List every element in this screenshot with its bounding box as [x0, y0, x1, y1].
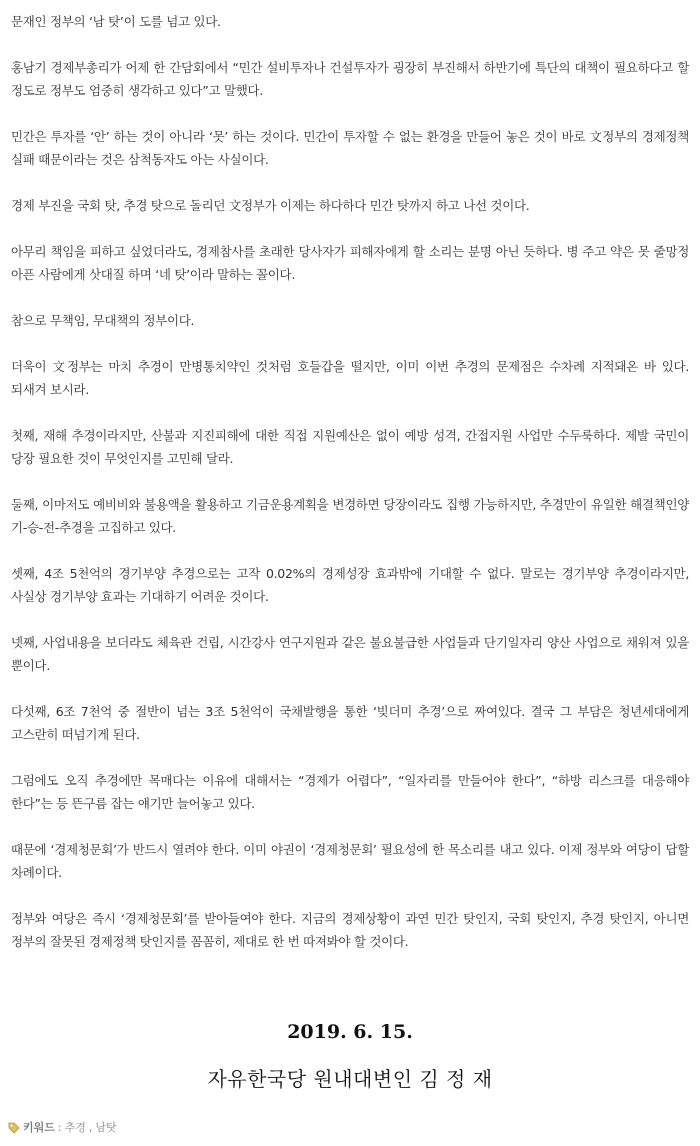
paragraph: 다섯째, 6조 7천억 중 절반이 넘는 3조 5천억이 국채발행을 통한 ‘빚더미 추경’으로 짜여있다. 결국 그 부담은 청년세대에게 고스란히 떠넘기게 된다. — [11, 704, 689, 742]
paragraph: 홍남기 경제부총리가 어제 한 간담회에서 “민간 설비투자나 건설투자가 굉장히 부진해서 하반기에 특단의 대책이 필요하다고 할 정도로 정부도 엄중히 생각하고 있다”고 말했다. — [11, 60, 689, 98]
briefing-date: 2019. 6. 15. — [287, 1021, 413, 1043]
paragraph: 둘째, 이마저도 예비비와 불용액을 활용하고 기금운용계획을 변경하면 당장이라도 집행 가능하지만, 추경만이 유일한 해결책인양 기-승-전-추경을 고집하고 있다. — [11, 497, 689, 535]
keyword-separator: , — [88, 1121, 93, 1134]
paragraph: 민간은 투자를 ‘안’ 하는 것이 아니라 ‘못’ 하는 것이다. 민간이 투자할 수 없는 환경을 만들어 놓은 것이 바로 文정부의 경제정책 실패 때문이라는 것은 삼척동자도 아는 사실이다. — [11, 129, 689, 167]
paragraph: 정부와 여당은 즉시 ‘경제청문회’를 받아들여야 한다. 지금의 경제상황이 과연 민간 탓인지, 국회 탓인지, 추경 탓인지, 아니면 정부의 잘못된 경제정책 탓인지를 꼼꼼히, 제대로 한 번 따져봐야 할 것이다. — [11, 911, 689, 949]
paragraph: 넷째, 사업내용을 보더라도 체육관 건립, 시간강사 연구지원과 같은 불요불급한 사업들과 단기일자리 양산 사업으로 채워져 있을 뿐이다. — [11, 635, 689, 673]
paragraph: 더욱이 文정부는 마치 추경이 만병통치약인 것처럼 호들갑을 떨지만, 이미 이번 추경의 문제점은 수차례 지적돼온 바 있다. 되새겨 보시라. — [11, 359, 689, 397]
paragraph: 경제 부진을 국회 탓, 추경 탓으로 돌리던 文정부가 이제는 하다하다 민간 탓까지 하고 나선 것이다. — [11, 198, 530, 213]
paragraph: 아무리 책임을 피하고 싶었더라도, 경제참사를 초래한 당사자가 피해자에게 할 소리는 분명 아닌 듯하다. 병 주고 약은 못 줄망정 아픈 사람에게 삿대질 하며 ‘네 탓’이라 말하는 꼴이다. — [11, 244, 689, 282]
paragraph: 문재인 정부의 ‘남 탓’이 도를 넘고 있다. — [11, 14, 221, 29]
paragraph: 참으로 무책임, 무대책의 정부이다. — [11, 313, 195, 328]
tag-icon — [8, 1122, 20, 1134]
keyword-link[interactable]: 추경 — [64, 1121, 86, 1134]
keyword-link[interactable]: 남탓 — [95, 1121, 117, 1134]
paragraph: 첫째, 재해 추경이라지만, 산불과 지진피해에 대한 직접 지원예산은 없이 예방 성격, 간접지원 사업만 수두룩하다. 제발 국민이 당장 필요한 것이 무엇인지를 고민해 달라. — [11, 428, 689, 466]
keywords-label: 키워드 — [23, 1121, 55, 1134]
keywords-separator: : — [57, 1121, 62, 1134]
paragraph: 그럼에도 오직 추경에만 목매다는 이유에 대해서는 “경제가 어렵다”, “일자리를 만들어야 한다”, “하방 리스크를 대응해야 한다”는 등 뜬구름 잡는 얘기만 늘어놓고 있다. — [11, 773, 689, 811]
spokesperson-signature: 자유한국당 원내대변인 김 정 재 — [207, 1067, 493, 1091]
keywords-bar — [8, 1120, 117, 1136]
article-body — [11, 10, 689, 976]
paragraph: 때문에 ‘경제청문회’가 반드시 열려야 한다. 이미 야권이 ‘경제청문회’ 필요성에 한 목소리를 내고 있다. 이제 정부와 여당이 답할 차례이다. — [11, 842, 689, 880]
paragraph: 셋째, 4조 5천억의 경기부양 추경으로는 고작 0.02%의 경제성장 효과밖에 기대할 수 없다. 말로는 경기부양 추경이라지만, 사실상 경기부양 효과는 기대하기 어려운 것이다. — [11, 566, 689, 604]
